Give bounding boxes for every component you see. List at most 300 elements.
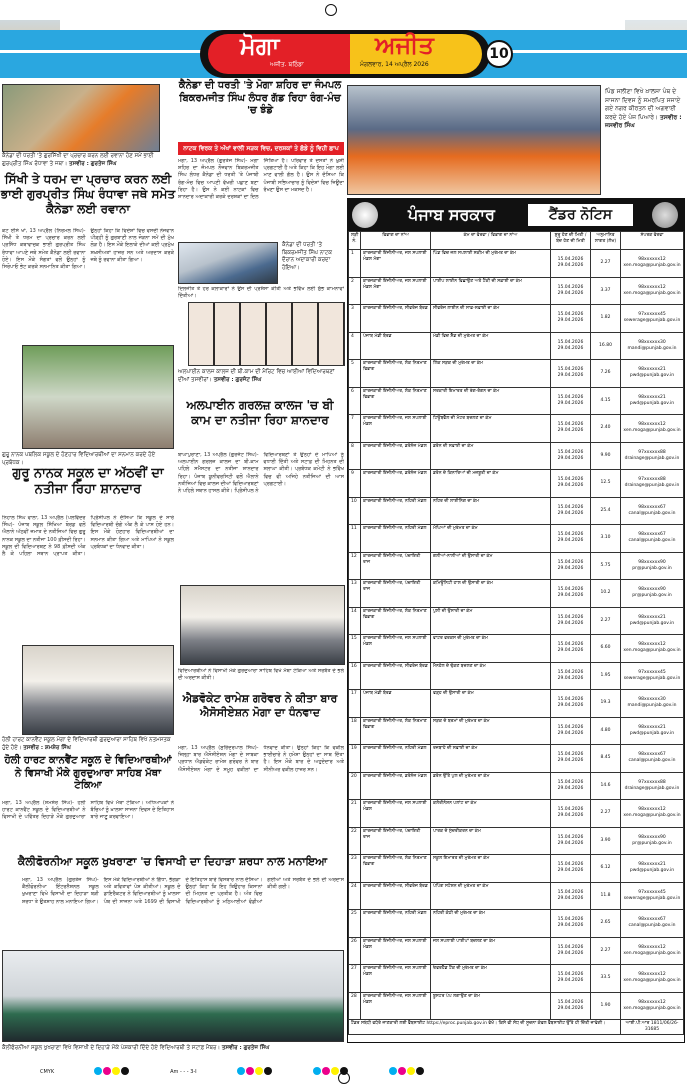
tender-row [349,745,684,773]
tender-serial: 7 [349,415,361,443]
tender-amount: 1.82 [591,305,621,333]
tender-serial: 16 [349,662,361,690]
tender-dates [551,277,591,305]
tender-department: ਕਾਰਜਕਾਰੀ ਇੰਜੀਨੀਅਰ, ਪੰਚਾਇਤੀ ਰਾਜ [361,827,431,855]
tender-date: 15.04.2026 [557,724,584,730]
tender-contact: 98xxxxxx90 pr@punjab.gov.in [621,580,684,608]
tender-department: ਕਾਰਜਕਾਰੀ ਇੰਜੀਨੀਅਰ, ਲੋਕ ਨਿਰਮਾਣ ਵਿਭਾਗ [361,607,431,635]
holyheart-caption: ਹੋਲੀ ਹਾਰਟ ਕਾਨਵੈਂਟ ਸਕੂਲ ਮੋਗਾ ਦੇ ਵਿਦਿਆਰਥੀ ਗੁਰਦੁਆਰਾ ਸਾਹਿਬ ਵਿਖੇ ਨਤਮਸਤਕ ਹੁੰਦੇ ਹੋਏ। ਤਸਵੀਰ : ਸ਼ਮਸ਼ੇਰ ਸਿੰਘ [2,737,171,751]
tender-serial: 20 [349,772,361,800]
tender-dates [551,442,591,470]
tender-dates [551,745,591,773]
tender-dates [551,690,591,718]
tender-contact: 97xxxxxx45 sewerage@punjab.gov.in [621,662,684,690]
tender-serial: 12 [349,552,361,580]
tender-dates [551,360,591,388]
tender-work: ਕਲੋਰੀਨੇਸ਼ਨ ਪਲਾਂਟ ਦਾ ਕੰਮ [431,800,551,828]
tender-department: ਕਾਰਜਕਾਰੀ ਇੰਜੀਨੀਅਰ, ਸੀਵਰੇਜ ਬੋਰਡ [361,662,431,690]
tender-row [349,800,684,828]
tender-contact: 98xxxxxx12 xen.moga@punjab.gov.in [621,992,684,1020]
tender-title: ਟੈਂਡਰ ਨੋਟਿਸ [528,204,633,226]
tender-work: ਮੈਨਹੋਲ ਦੇ ਢੱਕਣ ਬਦਲਣ ਦਾ ਕੰਮ [431,662,551,690]
tender-contact: 97xxxxxx88 drainage@punjab.gov.in [621,772,684,800]
tender-serial: 15 [349,635,361,663]
tender-serial: 24 [349,882,361,910]
tender-amount: 33.5 [591,965,621,993]
tender-contact: 98xxxxxx21 pwd@punjab.gov.in [621,607,684,635]
tender-work: ਡਰੇਨ ਦੇ ਕਿਨਾਰਿਆਂ ਦੀ ਮਜ਼ਬੂਤੀ ਦਾ ਕੰਮ [431,470,551,498]
tender-work: ਗਲੀਆਂ-ਨਾਲੀਆਂ ਦੀ ਉਸਾਰੀ ਦਾ ਕੰਮ [431,552,551,580]
tender-dates [551,635,591,663]
tender-column-header: ਸੰਪਰਕ ਵੇਰਵਾ [621,232,684,250]
tender-serial: 22 [349,827,361,855]
tender-date: 29.04.2026 [557,758,584,764]
tender-department: ਕਾਰਜਕਾਰੀ ਇੰਜੀਨੀਅਰ, ਡਰੇਨੇਜ ਮੰਡਲ [361,470,431,498]
tender-amount: 3.37 [591,277,621,305]
tender-contact: 97xxxxxx45 sewerage@punjab.gov.in [621,305,684,333]
tender-dates [551,332,591,360]
tender-date: 29.04.2026 [557,263,584,269]
tender-row [349,470,684,498]
california-headline: ਕੈਲੀਫੋਰਨੀਆ ਸਕੂਲ ਖੁਖਰਾਣਾ 'ਚ ਵਿਸਾਖੀ ਦਾ ਦਿਹਾੜਾ ਸ਼ਰਧਾ ਨਾਲ ਮਨਾਇਆ [17,855,328,868]
tender-row [349,965,684,993]
tender-serial: 26 [349,937,361,965]
tender-date: 29.04.2026 [557,675,584,681]
tender-dates [551,607,591,635]
tender-row [349,662,684,690]
tender-contact: 98xxxxxx67 canal@punjab.gov.in [621,525,684,553]
tender-department: ਕਾਰਜਕਾਰੀ ਇੰਜੀਨੀਅਰ, ਲੋਕ ਨਿਰਮਾਣ ਵਿਭਾਗ [361,387,431,415]
tender-contact: 97xxxxxx45 sewerage@punjab.gov.in [621,882,684,910]
tender-amount: 2.40 [591,415,621,443]
tender-date: 29.04.2026 [557,620,584,626]
tender-date: 15.04.2026 [557,394,584,400]
nagar-kirtan-caption: ਪਿੰਡ ਸਲੀਣਾ ਵਿਖੇ ਖ਼ਾਲਸਾ ਪੰਥ ਦੇ ਸਾਜਨਾ ਦਿਵਸ ਨੂੰ ਸਮਰਪਿਤ ਸਜਾਏ ਗਏ ਨਗਰ ਕੀਰਤਨ ਦੀ ਅਗਵਾਈ ਕਰਦੇ ਹੋਏ ਪੰਜ ਪਿਆਰੇ। ਤਸਵੀਰ : ਜਸਵੀਰ ਸਿੰਘ [605,88,682,129]
crop-mark-icon [325,4,337,16]
sikhi-body: ਕੋਟ ਈਸੇ ਖਾਂ, 13 ਅਪ੍ਰੈਲ (ਨਿਰਮਲ ਸਿੰਘ)- ਸਿੱਖੀ ਤੇ ਧਰਮ ਦਾ ਪ੍ਰਚਾਰ ਕਰਨ ਲਈ ਪ੍ਰਸਿੱਧ ਕਥਾਵਾਚਕ ਭਾਈ ਗੁਰਪ੍ਰੀਤ ਸਿੰਘ ਰੰਧਾਵਾ ਆਪਣੇ ਜਥੇ ਸਮੇਤ ਕੈਨੇਡਾ ਲਈ ਰਵਾਨਾ ਹੋਏ। ਇਸ ਮੌਕੇ ਸੰਗਤਾਂ ਵਲੋਂ ਉਨ੍ਹਾਂ ਨੂੰ ਸਿਰੋਪਾਓ ਭੇਟ ਕਰਕੇ ਸਨਮਾਨਿਤ ਕੀਤਾ ਗਿਆ। ਉਨ੍ਹਾਂ ਕਿਹਾ ਕਿ ਵਿਦੇਸ਼ਾਂ ਵਿਚ ਵਸਦੀ ਨੌਜਵਾਨ ਪੀੜ੍ਹੀ ਨੂੰ ਗੁਰਬਾਣੀ ਨਾਲ ਜੋੜਨਾ ਸਮੇਂ ਦੀ ਮੁੱਖ ਲੋੜ ਹੈ। ਇਸ ਮੌਕੇ ਇਲਾਕੇ ਦੀਆਂ ਕਈ ਪ੍ਰਮੁੱਖ ਸ਼ਖ਼ਸੀਅਤਾਂ ਹਾਜ਼ਰ ਸਨ ਅਤੇ ਅਰਦਾਸ ਕਰਕੇ ਜਥੇ ਨੂੰ ਰਵਾਨਾ ਕੀਤਾ ਗਿਆ। [2,228,174,271]
tender-dates [551,937,591,965]
tender-amount: 4.80 [591,717,621,745]
tender-date: 29.04.2026 [557,455,584,461]
tender-serial: 5 [349,360,361,388]
tender-serial: 28 [349,992,361,1020]
tender-row [349,635,684,663]
tender-dates [551,497,591,525]
masthead-logo [200,30,490,78]
plate-label: Am - - - 3-I [170,1069,197,1075]
tender-department: ਕਾਰਜਕਾਰੀ ਇੰਜੀਨੀਅਰ, ਨਹਿਰੀ ਮੰਡਲ [361,525,431,553]
tender-date: 15.04.2026 [557,697,584,703]
color-dots [389,1067,425,1078]
masthead-title-right: ਅਜੀਤ [375,31,434,59]
holyheart-body: ਮੋਗਾ, 13 ਅਪ੍ਰੈਲ (ਸ਼ਮਸ਼ੇਰ ਸਿੰਘ)- ਹੋਲੀ ਹਾਰਟ ਕਾਨਵੈਂਟ ਸਕੂਲ ਦੇ ਵਿਦਿਆਰਥੀਆਂ ਨੇ ਵਿਸਾਖੀ ਦੇ ਪਵਿੱਤਰ ਦਿਹਾੜੇ ਮੌਕੇ ਗੁਰਦੁਆਰਾ ਸਾਹਿਬ ਵਿਖੇ ਮੱਥਾ ਟੇਕਿਆ। ਅਧਿਆਪਕਾਂ ਨੇ ਬੱਚਿਆਂ ਨੂੰ ਖ਼ਾਲਸਾ ਸਾਜਨਾ ਦਿਵਸ ਦੇ ਇਤਿਹਾਸ ਬਾਰੇ ਜਾਣੂ ਕਰਵਾਇਆ। [2,800,174,821]
advocate-headline: ਐਡਵੋਕੇਟ ਰਾਮੇਸ਼ ਗਰੋਵਰ ਨੇ ਕੀਤਾ ਬਾਰ ਐਸੋਸੀਏਸ਼ਨ ਮੋਗਾ ਦਾ ਧੰਨਵਾਦ [182,692,338,719]
tender-date: 29.04.2026 [557,868,584,874]
holyheart-headline: ਹੋਲੀ ਹਾਰਟ ਕਾਨਵੈਂਟ ਸਕੂਲ ਦੇ ਵਿਦਿਆਰਥੀਆਂ ਨੇ ਵਿਸਾਖੀ ਮੌਕੇ ਗੁਰਦੁਆਰਾ ਸਾਹਿਬ ਮੱਥਾ ਟੇਕਿਆ [4,755,172,791]
tender-work: ਨਹਿਰੀ ਕੋਠੀ ਦੀ ਮੁਰੰਮਤ ਦਾ ਕੰਮ [431,910,551,938]
tender-work: ਮੰਡੀ ਵਿਚ ਸ਼ੈੱਡ ਦੀ ਮੁਰੰਮਤ ਦਾ ਕੰਮ [431,332,551,360]
tender-department: ਕਾਰਜਕਾਰੀ ਇੰਜੀਨੀਅਰ, ਡਰੇਨੇਜ ਮੰਡਲ [361,442,431,470]
tender-work: ਲਿੰਕ ਸੜਕ ਦੀ ਮੁਰੰਮਤ ਦਾ ਕੰਮ [431,360,551,388]
tender-dates [551,717,591,745]
tender-work: ਫੜ੍ਹ ਦੀ ਉਸਾਰੀ ਦਾ ਕੰਮ [431,690,551,718]
tender-date: 29.04.2026 [557,813,584,819]
tender-work: ਟਿਊਬਵੈੱਲ ਦੀ ਮੋਟਰ ਬਦਲਣ ਦਾ ਕੰਮ [431,415,551,443]
tender-date: 15.04.2026 [557,862,584,868]
color-dots [94,1067,130,1078]
tender-department: ਪੰਜਾਬ ਮੰਡੀ ਬੋਰਡ [361,332,431,360]
tender-date: 15.04.2026 [557,807,584,813]
tender-dates [551,800,591,828]
page-number: 10 [485,40,513,68]
alpine-body: ਬਾਘਾਪੁਰਾਣਾ, 13 ਅਪ੍ਰੈਲ (ਗੁਰਜੰਟ ਸਿੰਘ)- ਅਲਪਾਈਨ ਗਰਲਜ਼ ਕਾਲਜ ਦਾ ਬੀ.ਕਾਮ ਪਹਿਲੇ ਸਮੈਸਟਰ ਦਾ ਨਤੀਜਾ ਸ਼ਾਨਦਾਰ ਰਿਹਾ। ਪੰਜਾਬ ਯੂਨੀਵਰਸਿਟੀ ਵਲੋਂ ਐਲਾਨੇ ਨਤੀਜਿਆਂ ਵਿਚ ਕਾਲਜ ਦੀਆਂ ਵਿਦਿਆਰਥਣਾਂ ਨੇ ਪਹਿਲੇ ਸਥਾਨ ਹਾਸਲ ਕੀਤੇ। ਪ੍ਰਿੰਸੀਪਲ ਨੇ ਵਿਦਿਆਰਥਣਾਂ ਤੇ ਉਨ੍ਹਾਂ ਦੇ ਮਾਪਿਆਂ ਨੂੰ ਵਧਾਈ ਦਿੱਤੀ ਅਤੇ ਸਟਾਫ਼ ਦੀ ਮਿਹਨਤ ਦੀ ਸ਼ਲਾਘਾ ਕੀਤੀ। ਪ੍ਰਬੰਧਕ ਕਮੇਟੀ ਨੇ ਭਵਿੱਖ ਵਿਚ ਵੀ ਅਜਿਹੇ ਨਤੀਜਿਆਂ ਦੀ ਆਸ ਪ੍ਰਗਟਾਈ। [178,452,344,495]
tender-work: ਸੜਕ ਦੇ ਬਰਮਾਂ ਦੀ ਮੁਰੰਮਤ ਦਾ ਕੰਮ [431,717,551,745]
tender-dates [551,882,591,910]
holyheart-photo [22,645,174,735]
tender-serial: 11 [349,525,361,553]
tender-dates [551,525,591,553]
tender-contact: 98xxxxxx12 xen.moga@punjab.gov.in [621,415,684,443]
tender-date: 29.04.2026 [557,840,584,846]
tender-date: 15.04.2026 [557,532,584,538]
tender-date: 29.04.2026 [557,373,584,379]
tender-work: ਸੀਵਰੇਜ ਲਾਈਨ ਦੀ ਸਾਫ਼-ਸਫ਼ਾਈ ਦਾ ਕੰਮ [431,305,551,333]
tender-work: ਪਾਰਕ ਦੇ ਸੁੰਦਰੀਕਰਨ ਦਾ ਕੰਮ [431,827,551,855]
tender-contact: 98xxxxxx67 canal@punjab.gov.in [621,745,684,773]
masthead [0,30,687,78]
tender-department: ਕਾਰਜਕਾਰੀ ਇੰਜੀਨੀਅਰ, ਜਲ ਸਪਲਾਈ ਮੰਡਲ [361,937,431,965]
tender-contact: 98xxxxxx21 pwd@punjab.gov.in [621,855,684,883]
tender-department: ਕਾਰਜਕਾਰੀ ਇੰਜੀਨੀਅਰ, ਲੋਕ ਨਿਰਮਾਣ ਵਿਭਾਗ [361,855,431,883]
tender-date: 29.04.2026 [557,565,584,571]
punjab-emblem-icon [352,202,378,228]
tender-date: 29.04.2026 [557,428,584,434]
tender-serial: 18 [349,717,361,745]
california-body: ਮੋਗਾ, 13 ਅਪ੍ਰੈਲ (ਗੁਰਤੇਜ ਸਿੰਘ)- ਕੈਲੀਫੋਰਨੀਆ ਇੰਟਰਨੈਸ਼ਨਲ ਸਕੂਲ ਖੁਖਰਾਣਾ ਵਿਖੇ ਵਿਸਾਖੀ ਦਾ ਦਿਹਾੜਾ ਬੜੀ ਸ਼ਰਧਾ ਤੇ ਉਤਸ਼ਾਹ ਨਾਲ ਮਨਾਇਆ ਗਿਆ। ਇਸ ਮੌਕੇ ਵਿਦਿਆਰਥੀਆਂ ਨੇ ਗਿੱਧਾ, ਭੰਗੜਾ ਅਤੇ ਕਵਿਤਾਵਾਂ ਪੇਸ਼ ਕੀਤੀਆਂ। ਸਕੂਲ ਦੇ ਡਾਇਰੈਕਟਰ ਨੇ ਵਿਦਿਆਰਥੀਆਂ ਨੂੰ ਖ਼ਾਲਸਾ ਪੰਥ ਦੀ ਸਾਜਨਾ ਅਤੇ 1699 ਦੀ ਵਿਸਾਖੀ ਦੇ ਇਤਿਹਾਸ ਬਾਰੇ ਵਿਸਥਾਰ ਨਾਲ ਦੱਸਿਆ। ਉਨ੍ਹਾਂ ਕਿਹਾ ਕਿ ਇਹ ਤਿਉਹਾਰ ਕਿਸਾਨਾਂ ਦੀ ਮਿਹਨਤ ਦਾ ਪ੍ਰਤੀਕ ਹੈ। ਅੰਤ ਵਿਚ ਵਿਦਿਆਰਥੀਆਂ ਨੂੰ ਮਠਿਆਈਆਂ ਵੰਡੀਆਂ ਗਈਆਂ ਅਤੇ ਸਰਬੱਤ ਦੇ ਭਲੇ ਦੀ ਅਰਦਾਸ ਕੀਤੀ ਗਈ। [22,877,344,905]
tender-work: ਨਹਿਰ ਦੀ ਲਾਈਨਿੰਗ ਦਾ ਕੰਮ [431,497,551,525]
tender-work: ਪਾਈਪ ਲਾਈਨ ਵਿਛਾਉਣ ਅਤੇ ਟੈਂਕੀ ਦੀ ਸਫ਼ਾਈ ਦਾ ਕੰਮ [431,277,551,305]
tender-date: 15.04.2026 [557,889,584,895]
tender-date: 15.04.2026 [557,972,584,978]
tender-department: ਕਾਰਜਕਾਰੀ ਇੰਜੀਨੀਅਰ, ਪੰਚਾਇਤੀ ਰਾਜ [361,580,431,608]
tender-dates [551,580,591,608]
tender-date: 29.04.2026 [557,895,584,901]
tender-date: 15.04.2026 [557,312,584,318]
tender-serial: 2 [349,277,361,305]
tender-date: 29.04.2026 [557,290,584,296]
tender-serial: 23 [349,855,361,883]
tender-department: ਕਾਰਜਕਾਰੀ ਇੰਜੀਨੀਅਰ, ਨਹਿਰੀ ਮੰਡਲ [361,497,431,525]
tender-date: 29.04.2026 [557,923,584,929]
gurunanak-headline: ਗੁਰੂ ਨਾਨਕ ਸਕੂਲ ਦਾ ਅੱਠਵੀਂ ਦਾ ਨਤੀਜਾ ਰਿਹਾ ਸ਼ਾਨਦਾਰ [12,466,164,498]
tender-dates [551,250,591,278]
tender-contact: 98xxxxxx67 canal@punjab.gov.in [621,910,684,938]
tender-department: ਕਾਰਜਕਾਰੀ ਇੰਜੀਨੀਅਰ, ਜਲ ਸਪਲਾਈ ਮੰਡਲ ਮੋਗਾ [361,277,431,305]
tender-row [349,415,684,443]
issue-date: ਮੰਗਲਵਾਰ, 14 ਅਪ੍ਰੈਲ 2026 [360,61,429,68]
tender-contact: 98xxxxxx21 pwd@punjab.gov.in [621,360,684,388]
tender-contact: 98xxxxxx12 xen.moga@punjab.gov.in [621,965,684,993]
tender-column-header: ਕੰਮ ਦਾ ਵੇਰਵਾ / ਵਿਭਾਗ ਦਾ ਨਾਂਅ [431,232,551,250]
canada-photo [178,242,278,284]
tender-date: 29.04.2026 [557,400,584,406]
tender-work: ਮੋਘਿਆਂ ਦੀ ਮੁਰੰਮਤ ਦਾ ਕੰਮ [431,525,551,553]
gurunanak-body: ਨਿਹਾਲ ਸਿੰਘ ਵਾਲਾ, 13 ਅਪ੍ਰੈਲ (ਪਲਵਿੰਦਰ ਸਿੰਘ)- ਪੰਜਾਬ ਸਕੂਲ ਸਿੱਖਿਆ ਬੋਰਡ ਵਲੋਂ ਐਲਾਨੇ ਅੱਠਵੀਂ ਜਮਾਤ ਦੇ ਨਤੀਜਿਆਂ ਵਿਚ ਗੁਰੂ ਨਾਨਕ ਸਕੂਲ ਦਾ ਨਤੀਜਾ 100 ਫ਼ੀਸਦੀ ਰਿਹਾ। ਸਕੂਲ ਦੀ ਵਿਦਿਆਰਥਣ ਨੇ 98 ਫ਼ੀਸਦੀ ਅੰਕ ਲੈ ਕੇ ਪਹਿਲਾ ਸਥਾਨ ਪ੍ਰਾਪਤ ਕੀਤਾ। ਪ੍ਰਿੰਸੀਪਲ ਨੇ ਦੱਸਿਆ ਕਿ ਸਕੂਲ ਦੇ ਸਾਰੇ ਵਿਦਿਆਰਥੀ ਚੰਗੇ ਅੰਕ ਲੈ ਕੇ ਪਾਸ ਹੋਏ ਹਨ। ਇਸ ਮੌਕੇ ਹੋਣਹਾਰ ਵਿਦਿਆਰਥੀਆਂ ਦਾ ਸਨਮਾਨ ਕੀਤਾ ਗਿਆ ਅਤੇ ਮਾਪਿਆਂ ਨੇ ਸਕੂਲ ਪ੍ਰਬੰਧਕਾਂ ਦਾ ਧੰਨਵਾਦ ਕੀਤਾ। [2,515,174,558]
tender-column-header: ਵਿਭਾਗ ਦਾ ਨਾਂਅ [361,232,431,250]
tender-date: 29.04.2026 [557,703,584,709]
tender-contact: 98xxxxxx30 mandi@punjab.gov.in [621,690,684,718]
tender-serial: 9 [349,470,361,498]
tender-dates [551,772,591,800]
tender-work: ਵਾਟਰ ਵਰਕਸ ਦੀ ਮੁਰੰਮਤ ਦਾ ਕੰਮ [431,635,551,663]
tender-amount: 7.26 [591,360,621,388]
tender-date: 15.04.2026 [557,999,584,1005]
tender-date: 29.04.2026 [557,510,584,516]
tender-contact: 98xxxxxx67 canal@punjab.gov.in [621,497,684,525]
alpine-photo-grid [188,302,345,366]
tender-contact: 97xxxxxx88 drainage@punjab.gov.in [621,442,684,470]
tender-serial: 3 [349,305,361,333]
tender-department: ਕਾਰਜਕਾਰੀ ਇੰਜੀਨੀਅਰ, ਜਲ ਸਪਲਾਈ ਮੰਡਲ [361,415,431,443]
tender-department: ਕਾਰਜਕਾਰੀ ਇੰਜੀਨੀਅਰ, ਜਲ ਸਪਲਾਈ ਮੰਡਲ [361,965,431,993]
tender-date: 29.04.2026 [557,1005,584,1011]
tender-dates [551,662,591,690]
tender-row [349,690,684,718]
tender-department: ਪੰਜਾਬ ਮੰਡੀ ਬੋਰਡ [361,690,431,718]
nagar-kirtan-photo [347,85,601,195]
tender-amount: 25.4 [591,497,621,525]
tender-serial: 10 [349,497,361,525]
alpine-headline: ਅਲਪਾਈਨ ਗਰਲਜ਼ ਕਾਲਜ 'ਚ ਬੀ ਕਾਮ ਦਾ ਨਤੀਜਾ ਰਿਹਾ ਸ਼ਾਨਦਾਰ [186,398,334,427]
sikhi-photo-caption: ਕੈਨੇਡਾ ਦੀ ਧਰਤੀ 'ਤੇ ਗੁਰਸਿੱਖੀ ਦਾ ਪ੍ਰਚਾਰ ਕਰਨ ਲਈ ਰਵਾਨਾ ਹੋਣ ਸਮੇਂ ਭਾਈ ਗੁਰਪ੍ਰੀਤ ਸਿੰਘ ਰੰਧਾਵਾ ਤੇ ਜਥਾ। ਤਸਵੀਰ : ਗੁਰਤੇਜ ਸਿੰਘ [2,153,154,167]
tender-dates [551,827,591,855]
alpine-caption: ਅਲਪਾਈਨ ਕਾਲਜ ਕਾਲਜ ਦੀ ਬੀ.ਕਾਮ ਦੀ ਮੈਰਿਟ ਵਿਚ ਆਈਆਂ ਵਿਦਿਆਰਥਣਾਂ ਦੀਆਂ ਤਸਵੀਰਾਂ। ਤਸਵੀਰ : ਗੁਰਜੰਟ ਸਿੰਘ [178,369,335,383]
tender-amount: 9.90 [591,442,621,470]
tender-date: 15.04.2026 [557,614,584,620]
tender-date: 29.04.2026 [557,730,584,736]
canada-subhead: ਨਾਟਕ ਵਿਰਕ ਤੇ ਅੱਖਾਂ ਵਾਲੀ ਸੜਕ ਵਿਚ, ਦਰਸ਼ਕਾਂ ਤੇ ਛੱਡੇ ਨੂੰ ਵਿਹੀ ਛਾਪ [178,142,344,155]
tender-row [349,250,684,278]
tender-amount: 2.65 [591,910,621,938]
color-dots [237,1067,273,1078]
tender-row [349,992,684,1020]
tender-amount: 4.15 [591,387,621,415]
tender-column-header: ਲੜੀ ਨੰ. [349,232,361,250]
tender-amount: 8.45 [591,745,621,773]
tender-serial: 13 [349,580,361,608]
tender-date: 15.04.2026 [557,834,584,840]
tender-row [349,387,684,415]
tender-date: 15.04.2026 [557,422,584,428]
tender-row [349,442,684,470]
tender-work: ਡਰੇਨ ਦੀ ਸਫ਼ਾਈ ਦਾ ਕੰਮ [431,442,551,470]
masthead-title-left: ਮੋਗਾ [240,32,280,60]
tender-department: ਕਾਰਜਕਾਰੀ ਇੰਜੀਨੀਅਰ, ਜਲ ਸਪਲਾਈ ਮੰਡਲ [361,800,431,828]
sikhi-headline: ਸਿੱਖੀ ਤੇ ਧਰਮ ਦਾ ਪ੍ਰਚਾਰ ਕਰਨ ਲਈ ਭਾਈ ਗੁਰਪ੍ਰੀਤ ਸਿੰਘ ਰੰਧਾਵਾ ਜਥੇ ਸਮੇਤ ਕੈਨੇਡਾ ਲਈ ਰਵਾਨਾ [0,172,176,216]
tender-work: ਓਵਰਹੈੱਡ ਟੈਂਕ ਦੀ ਮੁਰੰਮਤ ਦਾ ਕੰਮ [431,965,551,993]
canada-body-continued: ਦਿਲਜੀਤ ਤੇ ਹੋਰ ਕਲਾਕਾਰਾਂ ਨੇ ਉਸ ਦੀ ਪ੍ਰਸ਼ੰਸਾ ਕੀਤੀ ਅਤੇ ਭਵਿੱਖ ਲਈ ਸ਼ੁੱਭ ਕਾਮਨਾਵਾਂ ਦਿੱਤੀਆਂ। [178,286,344,300]
gurunanak-photo [22,345,174,449]
tender-amount: 12.5 [591,470,621,498]
tender-row [349,552,684,580]
tender-work: ਡਰੇਨ ਉੱਤੇ ਪੁਲ ਦੀ ਮੁਰੰਮਤ ਦਾ ਕੰਮ [431,772,551,800]
tender-department: ਕਾਰਜਕਾਰੀ ਇੰਜੀਨੀਅਰ, ਸੀਵਰੇਜ ਬੋਰਡ [361,305,431,333]
tender-amount: 16.80 [591,332,621,360]
tender-amount: 2.27 [591,607,621,635]
tender-work: ਜਲ ਸਪਲਾਈ ਪਾਈਪਾਂ ਬਦਲਣ ਦਾ ਕੰਮ [431,937,551,965]
tender-contact: 98xxxxxx30 mandi@punjab.gov.in [621,332,684,360]
tender-date: 29.04.2026 [557,950,584,956]
seal-icon [652,202,678,228]
tender-date: 15.04.2026 [557,642,584,648]
tender-date: 15.04.2026 [557,449,584,455]
tender-row [349,882,684,910]
tender-date: 15.04.2026 [557,504,584,510]
tender-serial: 6 [349,387,361,415]
tender-contact: 98xxxxxx12 xen.moga@punjab.gov.in [621,277,684,305]
tender-department: ਕਾਰਜਕਾਰੀ ਇੰਜੀਨੀਅਰ, ਸੀਵਰੇਜ ਬੋਰਡ [361,882,431,910]
tender-row [349,525,684,553]
tender-dates [551,992,591,1020]
tender-row [349,827,684,855]
tender-row [349,772,684,800]
tender-amount: 6.60 [591,635,621,663]
tender-row [349,937,684,965]
tender-department: ਕਾਰਜਕਾਰੀ ਇੰਜੀਨੀਅਰ, ਪੰਚਾਇਤੀ ਰਾਜ [361,552,431,580]
tender-contact: 98xxxxxx90 pr@punjab.gov.in [621,552,684,580]
tender-date: 15.04.2026 [557,339,584,345]
tender-dates [551,855,591,883]
tender-contact: 98xxxxxx90 pr@punjab.gov.in [621,827,684,855]
tender-row [349,332,684,360]
tender-date: 29.04.2026 [557,483,584,489]
canada-headline: ਕੈਨੇਡਾ ਦੀ ਧਰਤੀ 'ਤੇ ਮੋਗਾ ਸ਼ਹਿਰ ਦਾ ਜੰਮਪਲ ਬਿਕਰਮਜੀਤ ਸਿੰਘ ਲੰਧਰ ਗੱਡ ਰਿਹਾ ਰੰਗ-ਮੰਚ 'ਚ ਝੰਡੇ [178,80,342,116]
tender-amount: 1.95 [591,662,621,690]
tender-department: ਕਾਰਜਕਾਰੀ ਇੰਜੀਨੀਅਰ, ਡਰੇਨੇਜ ਮੰਡਲ [361,772,431,800]
tender-row [349,855,684,883]
tender-date: 15.04.2026 [557,284,584,290]
tender-serial: 17 [349,690,361,718]
tender-work: ਸਕੂਲ ਇਮਾਰਤ ਦੀ ਮੁਰੰਮਤ ਦਾ ਕੰਮ [431,855,551,883]
tender-amount: 2.27 [591,250,621,278]
tender-date: 15.04.2026 [557,477,584,483]
tender-date: 29.04.2026 [557,593,584,599]
tender-date: 15.04.2026 [557,669,584,675]
tender-amount: 1.90 [591,992,621,1020]
tender-serial: 25 [349,910,361,938]
tender-serial: 27 [349,965,361,993]
tender-amount: 10.2 [591,580,621,608]
tender-contact: 98xxxxxx12 xen.moga@punjab.gov.in [621,937,684,965]
tender-department: ਕਾਰਜਕਾਰੀ ਇੰਜੀਨੀਅਰ, ਜਲ ਸਪਲਾਈ ਮੰਡਲ ਮੋਗਾ [361,250,431,278]
tender-amount: 3.10 [591,525,621,553]
tender-contact: 98xxxxxx12 xen.moga@punjab.gov.in [621,250,684,278]
tender-date: 29.04.2026 [557,318,584,324]
tender-work: ਪੁਲੀ ਦੀ ਉਸਾਰੀ ਦਾ ਕੰਮ [431,607,551,635]
tender-work: ਸਰਕਾਰੀ ਇਮਾਰਤ ਦੀ ਰੰਗ-ਰੋਗਨ ਦਾ ਕੰਮ [431,387,551,415]
tender-footer-code: ਆਈ.ਪੀ.ਆਰ 1811/06/26-31685 [621,1020,684,1035]
tender-row [349,497,684,525]
tender-amount: 3.90 [591,827,621,855]
tender-date: 15.04.2026 [557,257,584,263]
tender-footer-note: ਟੈਂਡਰ ਸਬੰਧੀ ਵਧੇਰੇ ਜਾਣਕਾਰੀ ਲਈ ਵੈੱਬਸਾਈਟ https://eproc.punjab.gov.in ਵੇਖੋ। ਕਿਸੇ ਵੀ ਸੋਧ ਦੀ ਸੂਚਨਾ ਕੇਵਲ ਵੈੱਬਸਾਈਟ ਉੱਤੇ ਹੀ ਦਿੱਤੀ ਜਾਵੇਗੀ। [349,1020,621,1035]
california-caption: ਕੈਲੀਫੋਰਨੀਆ ਸਕੂਲ ਖੁਖਰਾਣਾ ਵਿਖੇ ਵਿਸਾਖੀ ਦੇ ਦਿਹਾੜੇ ਮੌਕੇ ਪੇਸ਼ਕਾਰੀ ਦਿੰਦੇ ਹੋਏ ਵਿਦਿਆਰਥੀ ਤੇ ਸਟਾਫ਼ ਮੈਂਬਰ। ਤਸਵੀਰ : ਗੁਰਤੇਜ ਸਿੰਘ [2,1045,270,1051]
tender-column-header: ਅਨੁਮਾਨਿਤ ਲਾਗਤ (ਲੱਖ) [591,232,621,250]
tender-date: 15.04.2026 [557,367,584,373]
tender-dates [551,415,591,443]
tender-department: ਕਾਰਜਕਾਰੀ ਇੰਜੀਨੀਅਰ, ਨਹਿਰੀ ਮੰਡਲ [361,745,431,773]
tender-row [349,717,684,745]
tender-department: ਕਾਰਜਕਾਰੀ ਇੰਜੀਨੀਅਰ, ਜਲ ਸਪਲਾਈ ਮੰਡਲ [361,992,431,1020]
advocate-lead-body: ਵਿਦਿਆਰਥੀਆਂ ਨੇ ਵਿਸਾਖੀ ਮੌਕੇ ਗੁਰਦੁਆਰਾ ਸਾਹਿਬ ਵਿਖੇ ਮੱਥਾ ਟੇਕਿਆ ਅਤੇ ਸਰਬੱਤ ਦੇ ਭਲੇ ਦੀ ਅਰਦਾਸ ਕੀਤੀ। [178,668,344,682]
tender-work: ਪਿੰਡ ਵਿਚ ਜਲ ਸਪਲਾਈ ਸਕੀਮ ਦੀ ਮੁਰੰਮਤ ਦਾ ਕੰਮ [431,250,551,278]
tender-date: 15.04.2026 [557,944,584,950]
tender-amount: 5.75 [591,552,621,580]
tender-govt-label: ਪੰਜਾਬ ਸਰਕਾਰ [408,205,495,224]
tender-serial: 21 [349,800,361,828]
tender-contact: 98xxxxxx21 pwd@punjab.gov.in [621,717,684,745]
canada-caption: ਕੈਨੇਡਾ ਦੀ ਧਰਤੀ 'ਤੇ ਬਿਕਰਮਜੀਤ ਸਿੰਘ ਨਾਟਕ ਦੌਰਾਨ ਅਦਾਕਾਰੀ ਕਰਦਾ ਹੋਇਆ। [282,242,333,271]
tender-contact: 97xxxxxx88 drainage@punjab.gov.in [621,470,684,498]
tender-dates [551,965,591,993]
cmyk-label: CMYK [40,1069,55,1075]
tender-row [349,607,684,635]
advocate-body: ਮੋਗਾ, 13 ਅਪ੍ਰੈਲ (ਸੁਰਿੰਦਰਪਾਲ ਸਿੰਘ)- ਜ਼ਿਲ੍ਹਾ ਬਾਰ ਐਸੋਸੀਏਸ਼ਨ ਮੋਗਾ ਦੇ ਸਾਬਕਾ ਪ੍ਰਧਾਨ ਐਡਵੋਕੇਟ ਰਾਮੇਸ਼ ਗਰੋਵਰ ਨੇ ਬਾਰ ਐਸੋਸੀਏਸ਼ਨ ਮੋਗਾ ਦੇ ਸਮੂਹ ਵਕੀਲਾਂ ਦਾ ਧੰਨਵਾਦ ਕੀਤਾ। ਉਨ੍ਹਾਂ ਕਿਹਾ ਕਿ ਵਕੀਲ ਭਾਈਚਾਰੇ ਨੇ ਹਮੇਸ਼ਾ ਉਨ੍ਹਾਂ ਦਾ ਸਾਥ ਦਿੱਤਾ ਹੈ। ਇਸ ਮੌਕੇ ਬਾਰ ਦੇ ਅਹੁਦੇਦਾਰ ਅਤੇ ਸੀਨੀਅਰ ਵਕੀਲ ਹਾਜ਼ਰ ਸਨ। [178,745,344,773]
tender-dates [551,387,591,415]
tender-amount: 19.3 [591,690,621,718]
sikhi-photo [2,84,160,152]
tender-serial: 1 [349,250,361,278]
tender-work: ਕਮਿਊਨਿਟੀ ਹਾਲ ਦੀ ਉਸਾਰੀ ਦਾ ਕੰਮ [431,580,551,608]
tender-row [349,910,684,938]
tender-department: ਕਾਰਜਕਾਰੀ ਇੰਜੀਨੀਅਰ, ਲੋਕ ਨਿਰਮਾਣ ਵਿਭਾਗ [361,717,431,745]
tender-department: ਕਾਰਜਕਾਰੀ ਇੰਜੀਨੀਅਰ, ਲੋਕ ਨਿਰਮਾਣ ਵਿਭਾਗ [361,360,431,388]
tender-date: 15.04.2026 [557,587,584,593]
tender-row [349,580,684,608]
tender-serial: 4 [349,332,361,360]
edition-label: ਅਜੀਤ. ਬਠਿੰਡਾ [270,61,304,68]
tender-contact: 98xxxxxx12 xen.moga@punjab.gov.in [621,800,684,828]
tender-amount: 2.27 [591,800,621,828]
tender-row [349,277,684,305]
tender-amount: 6.12 [591,855,621,883]
tender-dates [551,305,591,333]
tender-department: ਕਾਰਜਕਾਰੀ ਇੰਜੀਨੀਅਰ, ਜਲ ਸਪਲਾਈ ਮੰਡਲ [361,635,431,663]
tender-dates [551,910,591,938]
tender-serial: 19 [349,745,361,773]
tender-date: 29.04.2026 [557,345,584,351]
tender-column-header: ਸ਼ੁਰੂ ਹੋਣ ਦੀ ਮਿਤੀ / ਬੰਦ ਹੋਣ ਦੀ ਮਿਤੀ [551,232,591,250]
tender-amount: 11.8 [591,882,621,910]
tender-amount: 2.27 [591,937,621,965]
canada-body: ਮੋਗਾ, 13 ਅਪ੍ਰੈਲ (ਗੁਰਤੇਜ ਸਿੰਘ)- ਮੋਗਾ ਸ਼ਹਿਰ ਦਾ ਜੰਮਪਲ ਨੌਜਵਾਨ ਬਿਕਰਮਜੀਤ ਸਿੰਘ ਲੰਧਰ ਕੈਨੇਡਾ ਦੀ ਧਰਤੀ 'ਤੇ ਪੰਜਾਬੀ ਰੰਗ-ਮੰਚ ਵਿਚ ਆਪਣੀ ਵੱਖਰੀ ਪਛਾਣ ਬਣਾ ਰਿਹਾ ਹੈ। ਉਸ ਨੇ ਕਈ ਨਾਟਕਾਂ ਵਿਚ ਸ਼ਾਨਦਾਰ ਅਦਾਕਾਰੀ ਕਰਕੇ ਦਰਸ਼ਕਾਂ ਦਾ ਦਿਲ ਜਿੱਤਿਆ ਹੈ। ਪਰਿਵਾਰ ਤੇ ਦੋਸਤਾਂ ਨੇ ਖ਼ੁਸ਼ੀ ਪ੍ਰਗਟਾਈ ਹੈ ਅਤੇ ਕਿਹਾ ਕਿ ਇਹ ਮੋਗਾ ਲਈ ਮਾਣ ਵਾਲੀ ਗੱਲ ਹੈ। ਉਸ ਨੇ ਦੱਸਿਆ ਕਿ ਪੰਜਾਬੀ ਸਭਿਆਚਾਰ ਨੂੰ ਵਿਦੇਸ਼ਾਂ ਵਿਚ ਜਿਊਂਦਾ ਰੱਖਣਾ ਉਸ ਦਾ ਮਕਸਦ ਹੈ। [178,158,344,201]
gurunanak-caption: ਗੁਰੂ ਨਾਨਕ ਪਬਲਿਕ ਸਕੂਲ ਦੇ ਹੋਣਹਾਰ ਵਿਦਿਆਰਥੀਆਂ ਦਾ ਸਨਮਾਨ ਕਰਦੇ ਹੋਏ ਪ੍ਰਬੰਧਕ। [2,452,156,466]
tender-amount: 14.6 [591,772,621,800]
crop-mark-icon [338,1072,350,1084]
tender-date: 15.04.2026 [557,917,584,923]
tender-table [348,231,684,1035]
print-registration-bar [40,1068,660,1076]
tender-date: 15.04.2026 [557,779,584,785]
tender-date: 29.04.2026 [557,648,584,654]
tender-notice [347,198,685,1043]
tender-date: 15.04.2026 [557,559,584,565]
tender-date: 29.04.2026 [557,978,584,984]
alpine-group-photo [180,585,345,665]
tender-date: 15.04.2026 [557,752,584,758]
tender-row [349,305,684,333]
california-photo [2,950,344,1042]
